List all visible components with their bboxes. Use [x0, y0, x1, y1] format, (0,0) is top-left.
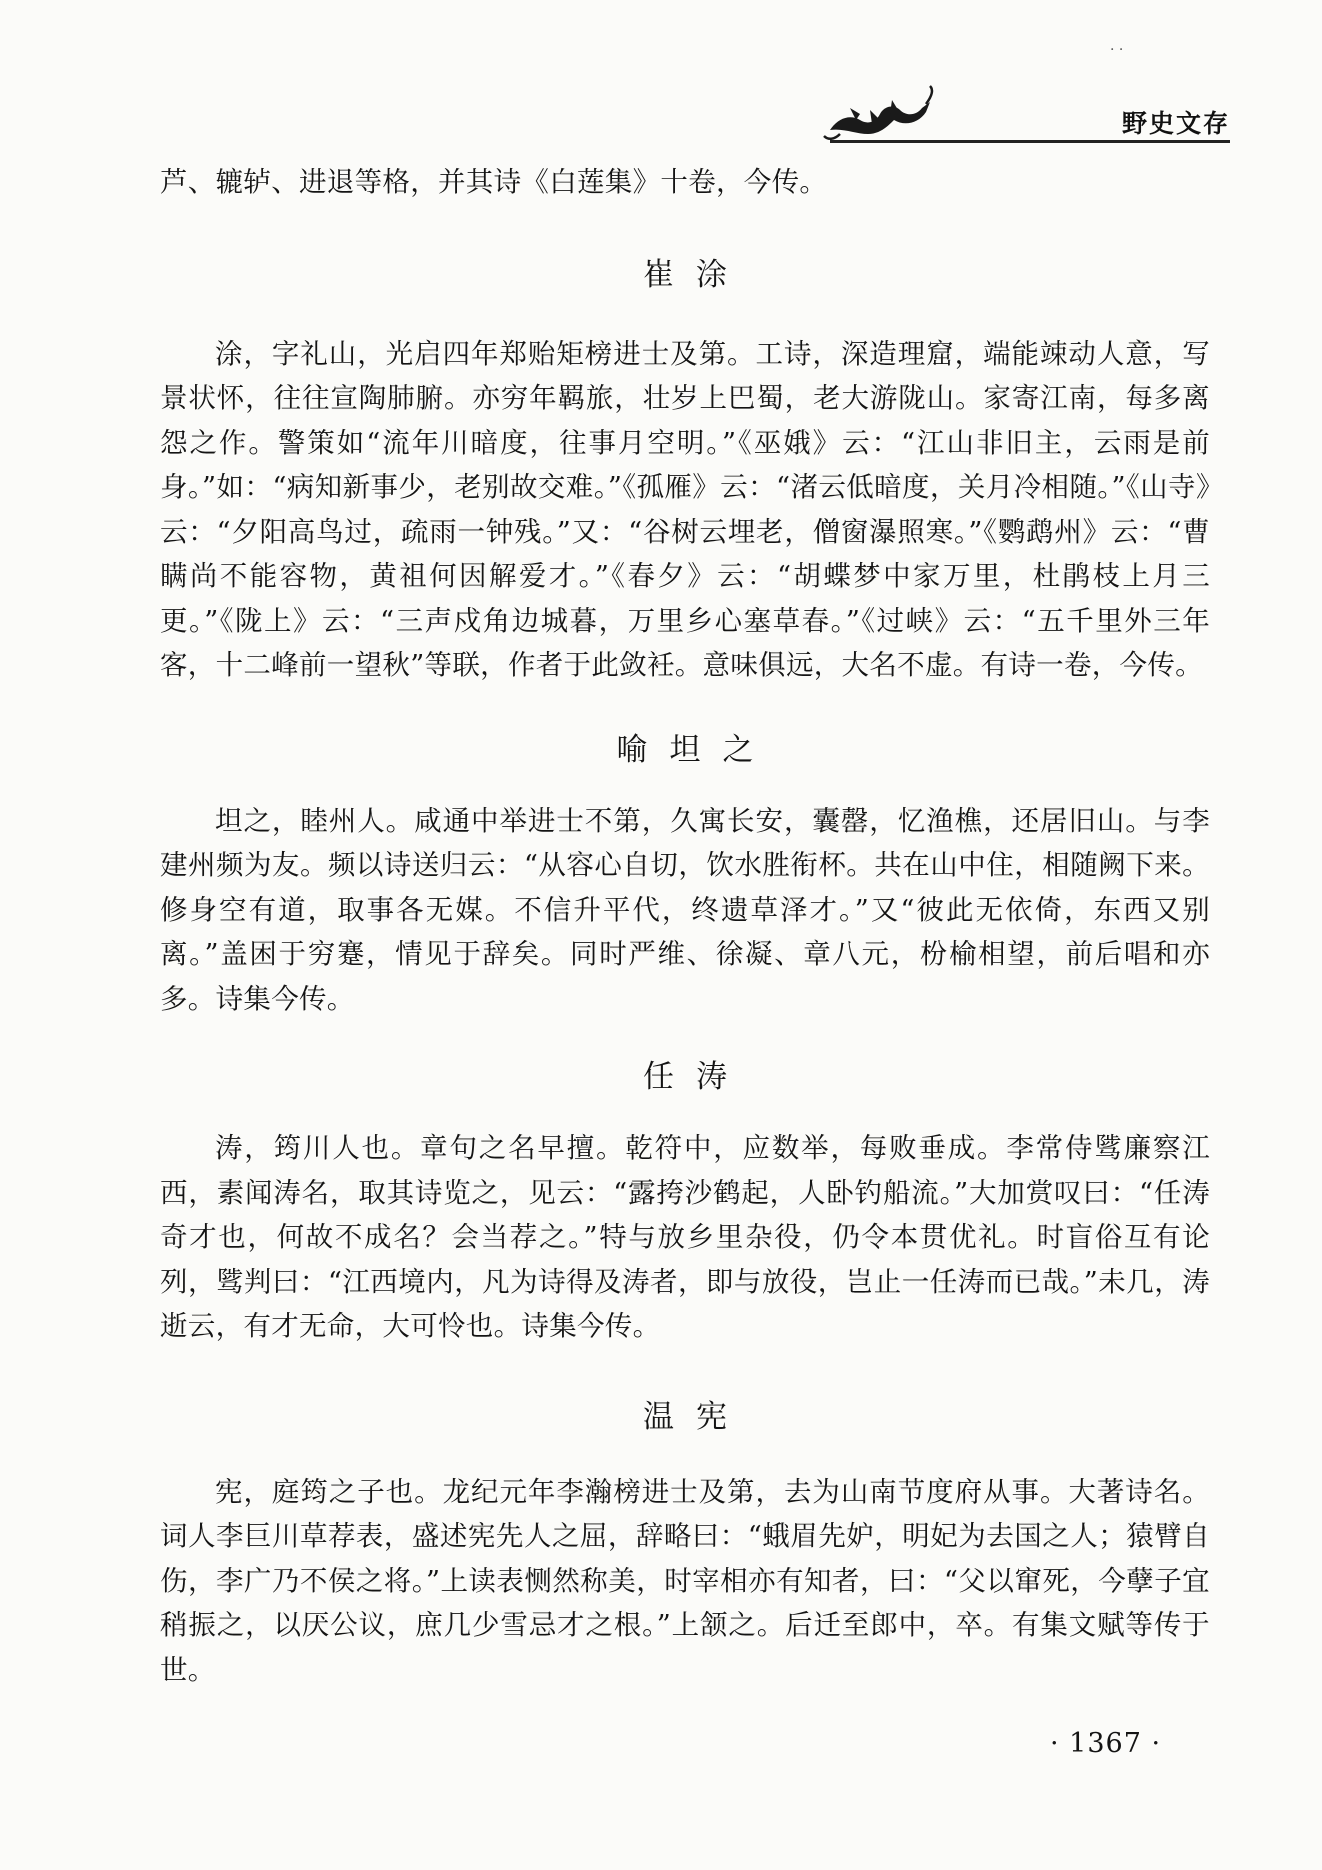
intro-paragraph: 芦、辘轳、进退等格，并其诗《白莲集》十卷，今传。 — [160, 166, 828, 198]
section-text-ren-tao: 涛，筠川人也。章句之名早擅。乾符中，应数举，每败垂成。李常侍骘廉察江西，素闻涛名，取其诗览之，见云：“露挎沙鹤起，人卧钓船流。”大加赏叹曰：“任涛奇才也，何故不成名？会当荐之。”特与放乡里杂役，仍令本贯优礼。时盲俗互有论列，骘判曰：“江西境内，凡为诗得及涛者，即与放役，岂止一任涛而已哉。”未几，涛逝云，有才无命，大可怜也。诗集今传。 — [160, 1132, 1210, 1342]
section-heading-cui-tu: 崔涂 — [643, 256, 749, 293]
header-rule — [830, 140, 1230, 143]
section-heading-wen-xian: 温宪 — [643, 1398, 749, 1435]
section-heading-yu-tanzhi: 喻坦之 — [616, 731, 776, 768]
section-text-yu-tanzhi: 坦之，睦州人。咸通中举进士不第，久寓长安，囊罄，忆渔樵，还居旧山。与李建州频为友。频以诗送归云：“从容心自切，饮水胜衔杯。共在山中住，相随阙下来。修身空有道，取事各无媒。不信升平代，终遗草泽才。”又“彼此无依倚，东西又别离。”盖困于穷蹇，情见于辞矣。同时严维、徐凝、章八元，枌榆相望，前后唱和亦多。诗集今传。 — [160, 804, 1210, 1015]
page-number: · 1367 · — [1050, 1728, 1162, 1759]
corner-marks: · · — [1110, 42, 1124, 58]
section-text-wen-xian: 宪，庭筠之子也。龙纪元年李瀚榜进士及第，去为山南节度府从事。大著诗名。词人李巨川草荐表，盛述宪先人之屈，辞略曰：“蛾眉先妒，明妃为去国之人；猿臂自伤，李广乃不侯之将。”上读表恻然称美，时宰相亦有知者，曰：“父以窜死，今孽子宜稍振之，以厌公议，庶几少雪忌才之根。”上颔之。后迁至郎中，卒。有集文赋等传于世。 — [160, 1475, 1210, 1686]
page-header — [0, 0, 1322, 150]
running-header-title: 野史文存 — [1121, 109, 1230, 138]
page-body — [160, 150, 1210, 1692]
dragon-icon — [820, 78, 940, 148]
section-heading-ren-tao: 任涛 — [643, 1059, 749, 1095]
section-text-cui-tu: 涂，字礼山，光启四年郑贻矩榜进士及第。工诗，深造理窟，端能竦动人意，写景状怀，往往宣陶肺腑。亦穷年羁旅，壮岁上巴蜀，老大游陇山。家寄江南，每多离怨之作。警策如“流年川暗度，往事月空明。”《巫娥》云：“江山非旧主，云雨是前身。”如：“病知新事少，老别故交难。”《孤雁》云：“渚云低暗度，关月冷相随。”《山寺》云：“夕阳高鸟过，疏雨一钟残。”又：“谷树云埋老，僧窗瀑照寒。”《鹦鹉州》云：“曹瞒尚不能容物，黄祖何因解爱才。”《春夕》云：“胡蝶梦中家万里，杜鹃枝上月三更。”《陇上》云：“三声戍角边城暮，万里乡心塞草春。”《过峡》云：“五千里外三年客，十二峰前一望秋”等联，作者于此敛衽。意味俱远，大名不虚。有诗一卷，今传。 — [160, 337, 1210, 681]
